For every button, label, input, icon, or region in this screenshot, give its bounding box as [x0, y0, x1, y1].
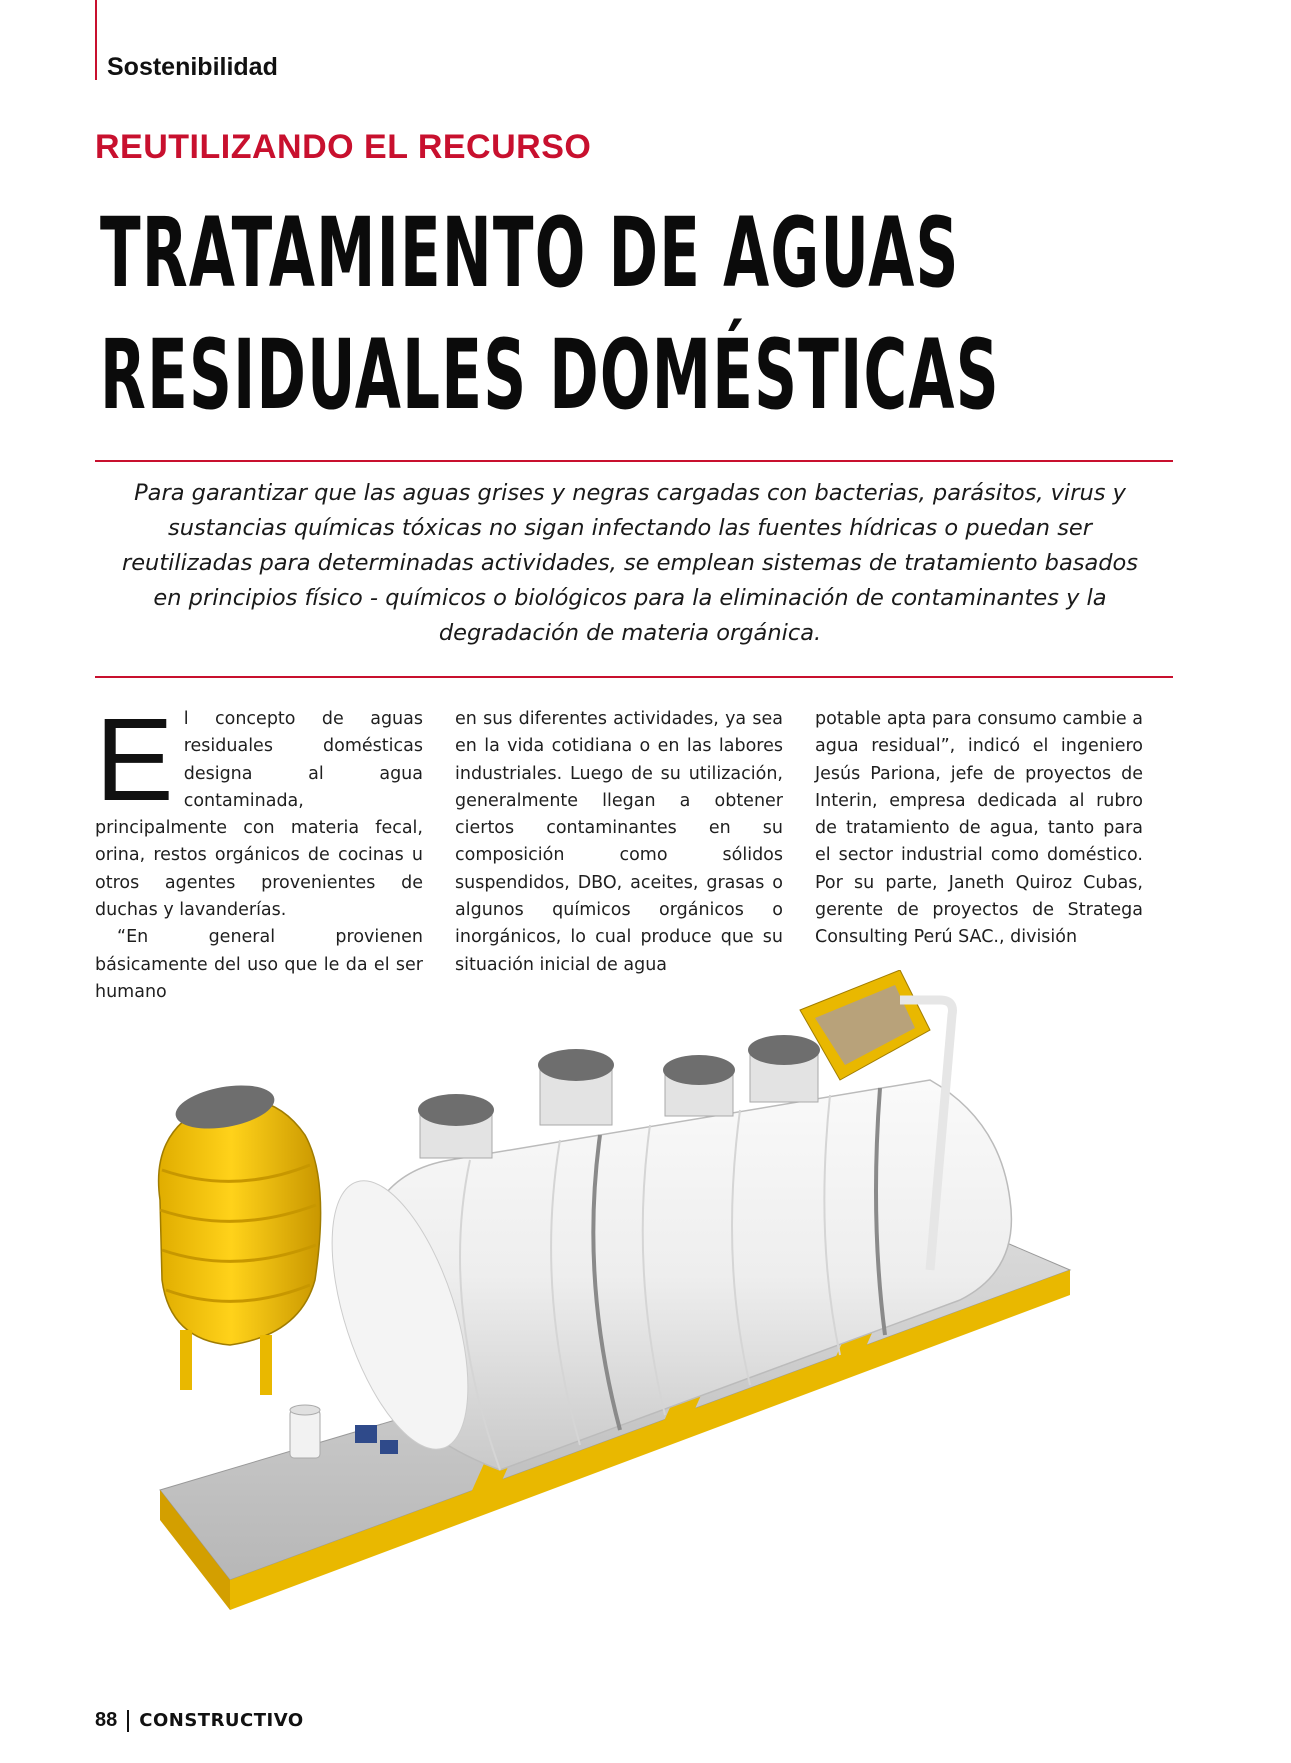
main-tank — [304, 1080, 1011, 1470]
column-2-text: en sus diferentes actividades, ya sea en la vida cotidiana o en las labores industriales. Luego de su utilización, generalmente llegan a obtener ciertos contaminantes en su composición como sólidos suspendidos, DBO, aceites, grasas o algunos químicos orgánicos o inorgánicos, lo cual produce que su situación inicial de agua — [455, 709, 783, 975]
paragraph-1 — [95, 694, 423, 924]
section-rule — [95, 0, 97, 80]
tank-lid-4 — [748, 1035, 820, 1102]
magazine-name: CONSTRUCTIVO — [139, 1710, 304, 1731]
tank-lid-2 — [538, 1049, 614, 1125]
article-column-1 — [95, 694, 423, 1006]
section-label: Sostenibilidad — [107, 53, 278, 81]
wastewater-treatment-plant-illustration — [140, 970, 1140, 1670]
headline — [100, 192, 1200, 436]
paragraph-1-text: l concepto de aguas residuales domésticas designa al agua contaminada, principalmente con materia fecal, orina, restos orgánicos de cocinas u otros agentes provenientes de duchas y lavanderías. — [95, 709, 423, 921]
control-panel — [800, 970, 930, 1080]
headline-line-2: RESIDUALES DOMÉSTICAS — [100, 319, 1000, 431]
dek: Para garantizar que las aguas grises y negras cargadas con bacterias, parásitos, virus y sustancias químicas tóxicas no sigan infectando las fuentes hídricas o puedan ser reutilizadas para determinadas actividades, se emplean sistemas de tratamiento basados en principios físico - químicos o biológicos para la eliminación de contaminantes y la degradación de materia orgánica. — [121, 480, 1139, 646]
article-body — [95, 694, 1173, 1002]
column-3-text: potable apta para consumo cambie a agua residual”, indicó el ingeniero Jesús Pariona, jefe de proyectos de Interin, empresa dedicada al rubro de tratamiento de agua, tanto para el sector industrial como doméstico. Por su parte, Janeth Quiroz Cubas, gerente de proyectos de Stratega Consulting Perú SAC., división — [815, 709, 1143, 948]
drop-cap: E — [95, 694, 174, 826]
dek-bottom-rule — [95, 676, 1173, 678]
article-column-2 — [455, 706, 783, 979]
paragraph-2: “En general provienen básicamente del uso que le da el ser humano — [95, 927, 423, 1002]
article-column-3 — [815, 706, 1143, 952]
dosing-canister — [290, 1405, 320, 1458]
kicker: REUTILIZANDO EL RECURSO — [95, 128, 592, 166]
tank-lid-3 — [663, 1055, 735, 1116]
page-number: 88 — [95, 1709, 118, 1731]
headline-line-1: TRATAMIENTO DE AGUAS — [100, 197, 960, 309]
footer-separator — [127, 1710, 129, 1732]
page-footer — [95, 1709, 304, 1732]
dek-top-rule — [95, 460, 1173, 462]
pre-treatment-tank — [159, 1079, 321, 1395]
tank-lid-1 — [418, 1094, 494, 1158]
